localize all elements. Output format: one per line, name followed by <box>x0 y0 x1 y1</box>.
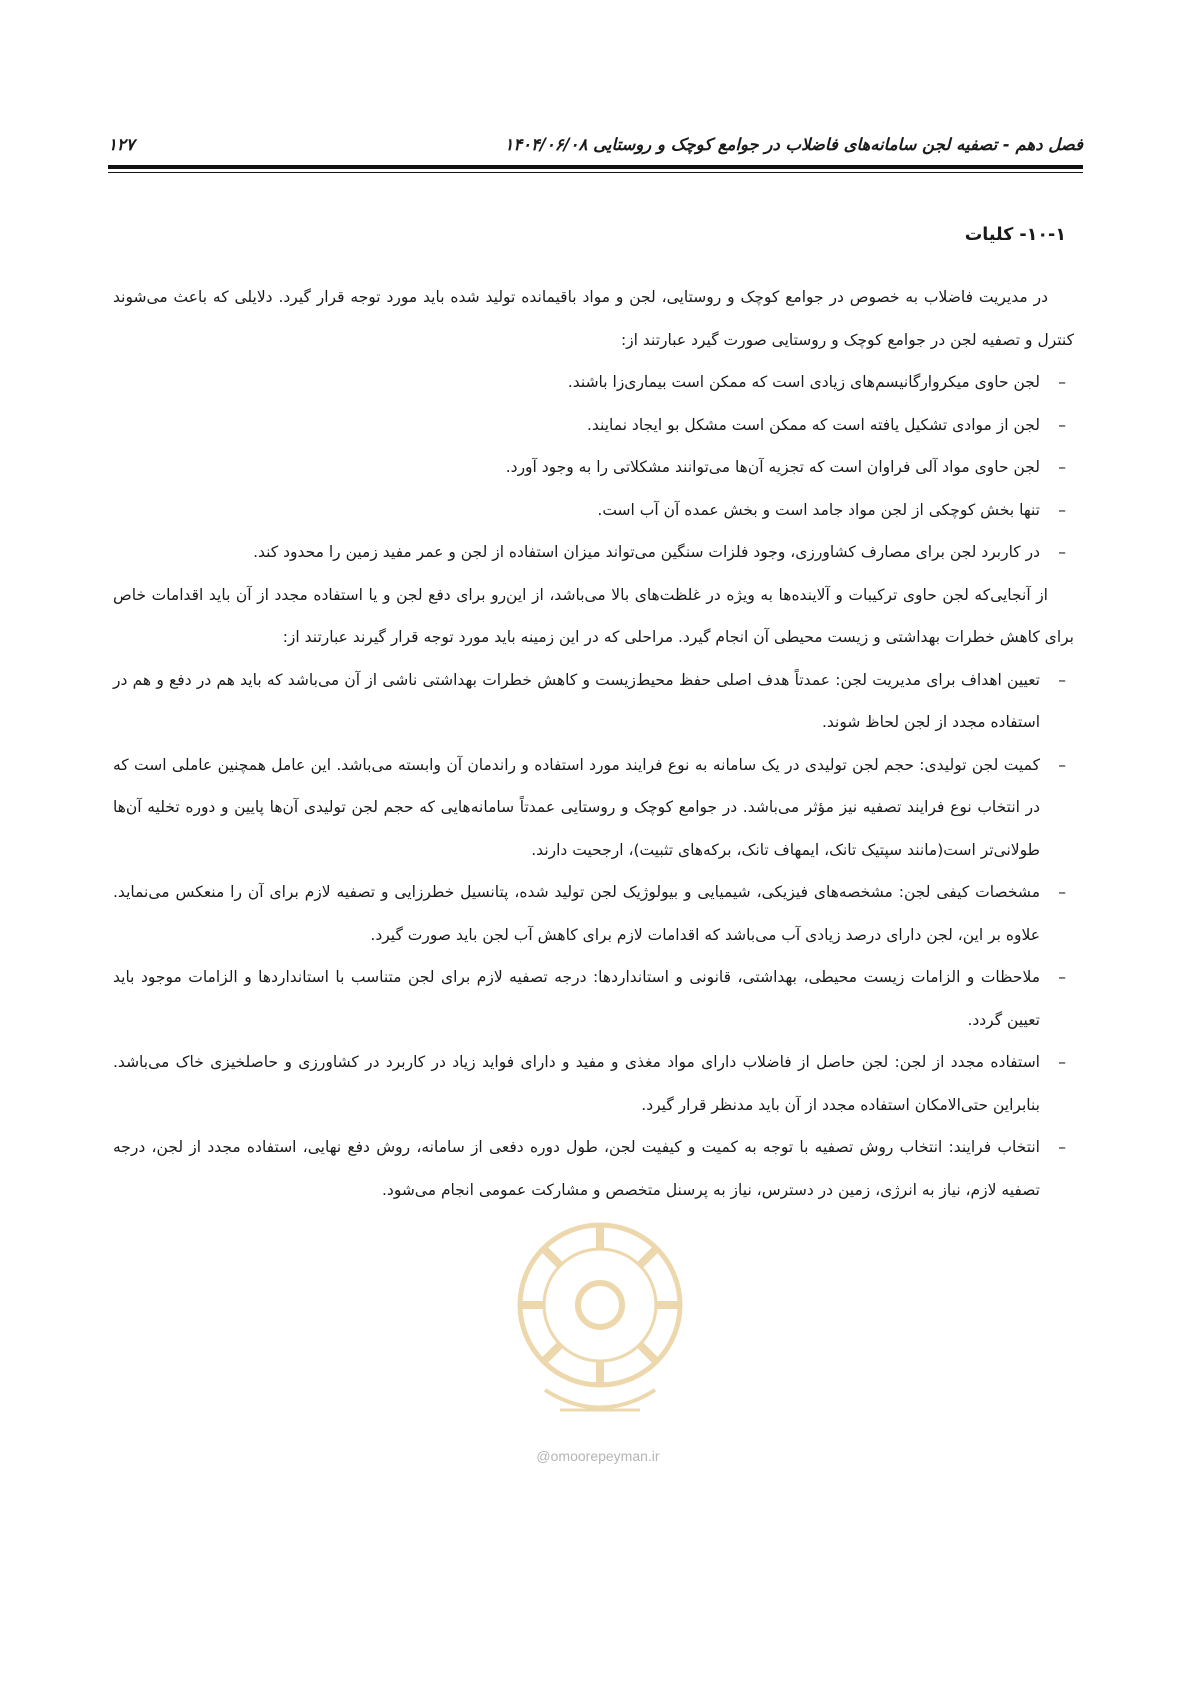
list-item-text: تنها بخش کوچکی از لجن مواد جامد است و بخش عمده آن آب است. <box>597 500 1040 519</box>
chapter-title: فصل دهم - تصفیه لجن سامانه‌های فاضلاب در جوامع کوچک و روستایی ۱۴۰۴/۰۶/۰۸ <box>504 134 1083 154</box>
list-item-text: ملاحظات و الزامات زیست محیطی، بهداشتی، قانونی و استانداردها: درجه تصفیه لازم برای لجن متناسب با استانداردها و الزامات موجود باید تعیین گردد. <box>113 968 1040 1029</box>
section-heading: ۱۰-۱- کلیات <box>964 225 1066 245</box>
list-item-text: مشخصات کیفی لجن: مشخصه‌های فیزیکی، شیمیایی و بیولوژیک لجن تولید شده، پتانسیل خطرزایی و تصفیه لازم برای آن را منعکس می‌نماید. علاوه بر این، لجن دارای درصد زیادی آب می‌باشد که اقدامات لازم برای کاهش آب لجن باید صورت گیرد. <box>113 883 1040 944</box>
header-rule-thin <box>108 172 1083 173</box>
dash-bullet: – <box>1058 968 1066 986</box>
dash-bullet: – <box>1058 1138 1066 1156</box>
list-item <box>113 956 1074 1041</box>
dash-bullet: – <box>1058 755 1066 774</box>
dash-bullet: – <box>1058 373 1066 391</box>
list-item <box>113 744 1074 872</box>
list-item <box>113 489 1074 532</box>
list-item <box>113 446 1074 489</box>
dash-bullet: – <box>1058 543 1066 561</box>
list-item <box>113 361 1074 404</box>
page-number: ۱۲۷ <box>108 134 135 154</box>
list-item-text: لجن حاوی مواد آلی فراوان است که تجزیه آن‌ها می‌توانند مشکلاتی را به وجود آورد. <box>505 458 1040 476</box>
list-item <box>113 659 1074 744</box>
intro-paragraph: در مدیریت فاضلاب به خصوص در جوامع کوچک و روستایی، لجن و مواد باقیمانده تولید شده باید مورد توجه قرار گیرد. دلایلی که باعث می‌شوند کنترل و تصفیه لجن در جوامع کوچک و روستایی صورت گیرد عبارتند از: <box>113 288 1074 349</box>
steps-list <box>113 659 1074 1212</box>
list-item-text: لجن از موادی تشکیل یافته است که ممکن است مشکل بو ایجاد نمایند. <box>586 415 1040 434</box>
list-item <box>113 871 1074 956</box>
list-item <box>113 404 1074 447</box>
list-item-text: انتخاب فرایند: انتخاب روش تصفیه با توجه به کمیت و کیفیت لجن، طول دوره دفعی از سامانه، روش دفع نهایی، استفاده مجدد از لجن، درجه تصفیه لازم، نیاز به انرژی، زمین در دسترس، نیاز به پرسنل متخصص و مشارکت عمومی انجام می‌شود. <box>113 1138 1040 1199</box>
dash-bullet: – <box>1058 670 1066 689</box>
list-item-text: لجن حاوی میکروارگانیسم‌های زیادی است که ممکن است بیماری‌زا باشند. <box>567 373 1040 391</box>
watermark-site-text: @omoorepeyman.ir <box>536 1448 660 1464</box>
dash-bullet: – <box>1058 883 1066 901</box>
dash-bullet: – <box>1058 1053 1066 1071</box>
list-item <box>113 1041 1074 1126</box>
list-item-text: کمیت لجن تولیدی: حجم لجن تولیدی در یک سامانه به نوع فرایند مورد استفاده و راندمان آن وابسته می‌باشد. این عامل همچنین عاملی است که در انتخاب نوع فرایند تصفیه نیز مؤثر می‌باشد. در جوامع کوچک و روستایی عمدتاً سامانه‌هایی که حجم لجن تولیدی آن‌ها پایین و دوره تخلیه آن‌ها طولانی‌تر است(مانند سپتیک تانک، ایمهاف تانک، برکه‌های تثبیت)، ارجحیت دارند. <box>113 755 1040 859</box>
list-item-text: در کاربرد لجن برای مصارف کشاورزی، وجود فلزات سنگین می‌تواند میزان استفاده از لجن و عمر مفید زمین را محدود کند. <box>253 543 1040 561</box>
second-paragraph: از آنجایی‌که لجن حاوی ترکیبات و آلاینده‌ها به ویژه در غلظت‌های بالا می‌باشد، از این‌رو برای دفع لجن و یا استفاده مجدد از آن باید اقدامات خاص برای کاهش خطرات بهداشتی و زیست محیطی آن انجام گیرد. مراحلی که در این زمینه باید مورد توجه قرار گیرند عبارتند از: <box>113 585 1074 646</box>
reasons-list <box>113 361 1074 574</box>
header-rule-thick <box>108 165 1083 169</box>
watermark-logo-icon <box>505 1210 695 1440</box>
body-content <box>113 222 1074 1211</box>
dash-bullet: – <box>1058 500 1066 519</box>
list-item-text: تعیین اهداف برای مدیریت لجن: عمدتاً هدف اصلی حفظ محیط‌زیست و کاهش خطرات بهداشتی ناشی از آن می‌باشد که باید هم در دفع و هم در استفاده مجدد از لجن لحاظ شوند. <box>113 670 1040 731</box>
list-item-text: استفاده مجدد از لجن: لجن حاصل از فاضلاب دارای مواد مغذی و مفید و دارای فواید زیاد در کاربرد در کشاورزی و حاصلخیزی خاک می‌باشد. بنابراین حتی‌الامکان استفاده مجدد از آن باید مدنظر قرار گیرد. <box>113 1053 1040 1114</box>
list-item <box>113 531 1074 574</box>
running-header <box>108 128 1083 160</box>
dash-bullet: – <box>1058 458 1066 476</box>
list-item <box>113 1126 1074 1211</box>
dash-bullet: – <box>1058 415 1066 434</box>
